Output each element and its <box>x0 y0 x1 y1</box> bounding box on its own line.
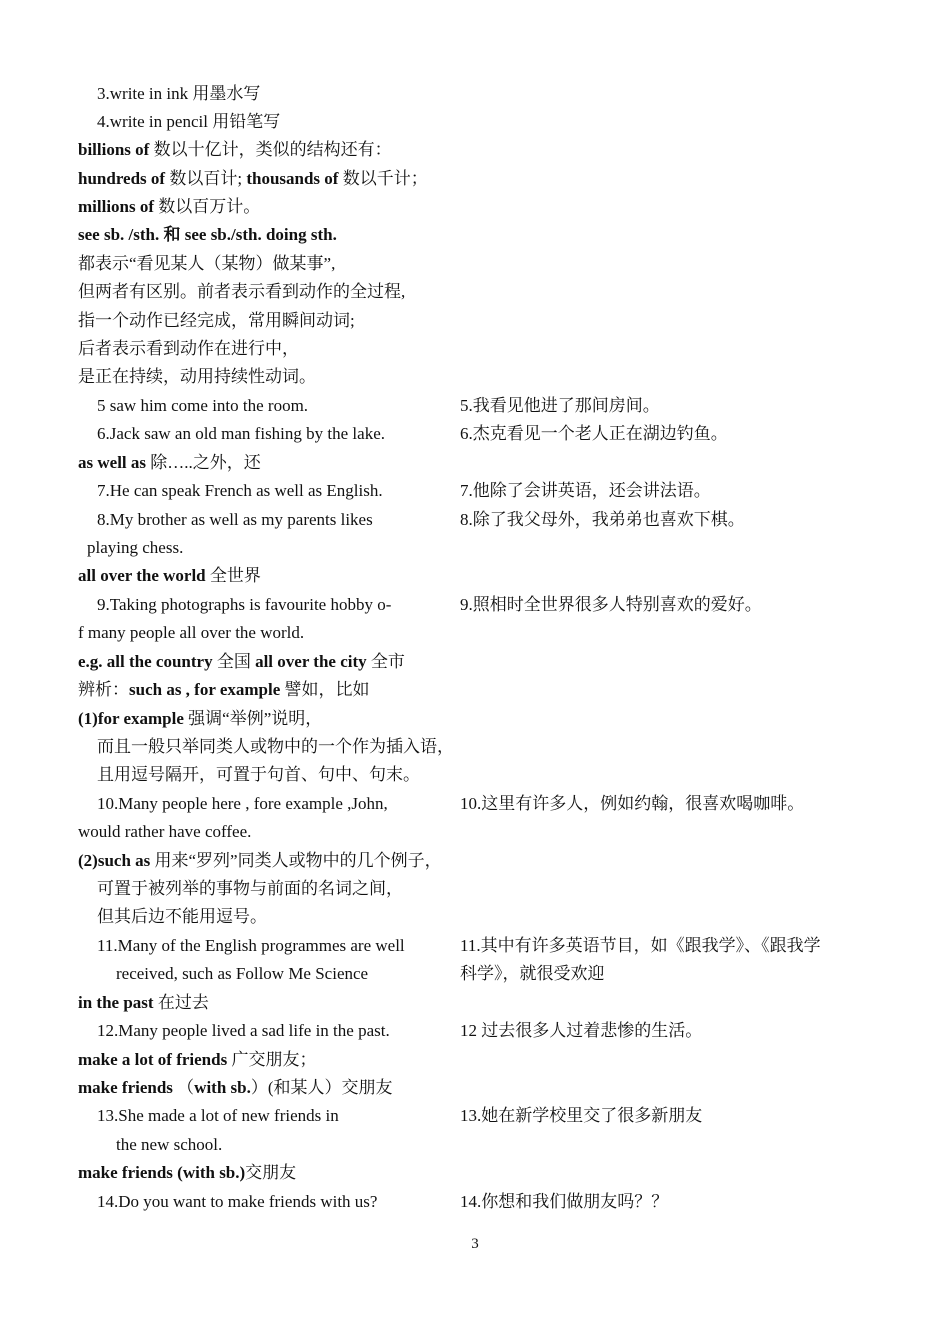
phrase-term: with sb. <box>194 1078 251 1097</box>
example-english: 10.Many people here , fore example ,John, <box>97 794 388 813</box>
example-english: would rather have coffee. <box>78 822 252 841</box>
phrase-term: make friends (with sb.) <box>78 1163 246 1182</box>
example-english: the new school. <box>116 1135 223 1154</box>
vocab-heading <box>78 992 209 1014</box>
phrase-meaning: 数以百万计。 <box>154 197 261 216</box>
vocab-heading <box>78 1077 393 1099</box>
example-english: 5 saw him come into the room. <box>97 396 309 415</box>
phrase-meaning: 全国 <box>212 652 256 671</box>
example-english: 6.Jack saw an old man fishing by the lake. <box>97 424 385 443</box>
phrase-term: (1)for example <box>78 709 184 728</box>
example-chinese: 14.你想和我们做朋友吗？？ <box>460 1192 669 1211</box>
explanation-line: 而且一般只举同类人或物中的一个作为插入语， <box>97 737 454 756</box>
phrase-meaning: 数以十亿计，类似的结构还有： <box>149 140 392 159</box>
example-chinese: 12 过去很多人过着悲惨的生活。 <box>460 1021 703 1040</box>
example-chinese: 10.这里有许多人，例如约翰，很喜欢喝咖啡。 <box>460 794 805 813</box>
explanation-line: 指一个动作已经完成，常用瞬间动词; <box>78 311 355 330</box>
phrase-meaning: 强调“举例”说明， <box>183 709 323 728</box>
example-english: playing chess. <box>87 538 184 557</box>
example-chinese: 5.我看见他进了那间房间。 <box>460 396 660 415</box>
explanation-line: 是正在持续，动用持续性动词。 <box>78 367 316 386</box>
explanation-line: 但其后边不能用逗号。 <box>97 907 267 926</box>
example-english: 7.He can speak French as well as English. <box>97 481 383 500</box>
phrase-term: as well as <box>78 453 146 472</box>
phrase-meaning: ）(和某人）交朋友 <box>250 1078 393 1097</box>
example-chinese: 7.他除了会讲英语，还会讲法语。 <box>460 481 711 500</box>
explanation-line: 后者表示看到动作在进行中， <box>78 339 299 358</box>
phrase-meaning: （ <box>172 1078 195 1097</box>
phrase-meaning: 用来“罗列”同类人或物中的几个例子， <box>150 851 442 870</box>
phrase-term: all over the city <box>255 652 367 671</box>
example-english: 14.Do you want to make friends with us? <box>97 1192 378 1211</box>
explanation-line: 可置于被列举的事物与前面的名词之间， <box>97 879 403 898</box>
example-english: 9.Taking photographs is favourite hobby o- <box>97 595 392 614</box>
phrase-term: hundreds of <box>78 169 166 188</box>
vocab-heading <box>78 168 428 190</box>
example-english: f many people all over the world. <box>78 623 305 642</box>
vocab-heading <box>78 850 442 872</box>
phrase-meaning: 交朋友 <box>245 1163 297 1182</box>
vocab-heading <box>78 708 322 730</box>
vocab-heading <box>78 1049 316 1071</box>
vocab-heading <box>78 196 260 218</box>
vocab-heading: see sb. /sth. 和 see sb./sth. doing sth. <box>78 225 337 244</box>
phrase-label: 辨析： <box>78 680 129 699</box>
phrase-meaning: 在过去 <box>153 993 209 1012</box>
vocab-heading <box>78 679 370 701</box>
vocab-heading <box>78 452 261 474</box>
example-chinese: 13.她在新学校里交了很多新朋友 <box>460 1106 703 1125</box>
example-chinese: 8.除了我父母外，我弟弟也喜欢下棋。 <box>460 510 745 529</box>
phrase-term: such as , for example <box>129 680 281 699</box>
phrase-meaning: 全世界 <box>205 566 261 585</box>
phrase-term: make friends <box>78 1078 173 1097</box>
phrase-meaning: 全市 <box>366 652 405 671</box>
example-line: 3.write in ink 用墨水写 <box>97 84 261 103</box>
phrase-meaning: 数以千计； <box>338 169 428 188</box>
phrase-term: (2)such as <box>78 851 151 870</box>
example-english: 13.She made a lot of new friends in <box>97 1106 339 1125</box>
example-chinese: 6.杰克看见一个老人正在湖边钓鱼。 <box>460 424 728 443</box>
phrase-term: all over the world <box>78 566 206 585</box>
example-english: received, such as Follow Me Science <box>116 964 369 983</box>
phrase-meaning: 譬如，比如 <box>280 680 370 699</box>
page-number: 3 <box>471 1236 479 1252</box>
phrase-meaning: 数以百计; <box>165 169 247 188</box>
phrase-term: e.g. all the country <box>78 652 213 671</box>
example-english: 12.Many people lived a sad life in the past. <box>97 1021 390 1040</box>
phrase-meaning: 广交朋友； <box>227 1050 317 1069</box>
vocab-heading <box>78 139 392 161</box>
phrase-term: make a lot of friends <box>78 1050 228 1069</box>
example-chinese: 9.照相时全世界很多人特别喜欢的爱好。 <box>460 595 762 614</box>
vocab-heading <box>78 565 261 587</box>
phrase-term: thousands of <box>246 169 339 188</box>
vocab-heading <box>78 651 405 673</box>
example-english: 8.My brother as well as my parents likes <box>97 510 373 529</box>
phrase-meaning: 除…..之外，还 <box>146 453 261 472</box>
phrase-term: millions of <box>78 197 155 216</box>
example-chinese: 科学》，就很受欢迎 <box>460 964 605 983</box>
example-chinese: 11.其中有许多英语节目，如《跟我学》、《跟我学 <box>460 936 821 955</box>
phrase-term: billions of <box>78 140 150 159</box>
vocab-heading <box>78 1162 296 1184</box>
explanation-line: 且用逗号隔开，可置于句首、句中、句末。 <box>97 765 420 784</box>
example-english: 11.Many of the English programmes are well <box>97 936 405 955</box>
explanation-line: 但两者有区别。前者表示看到动作的全过程, <box>78 282 406 301</box>
phrase-term: in the past <box>78 993 154 1012</box>
example-line: 4.write in pencil 用铅笔写 <box>97 112 281 131</box>
explanation-line: 都表示“看见某人（某物）做某事”, <box>78 254 336 273</box>
